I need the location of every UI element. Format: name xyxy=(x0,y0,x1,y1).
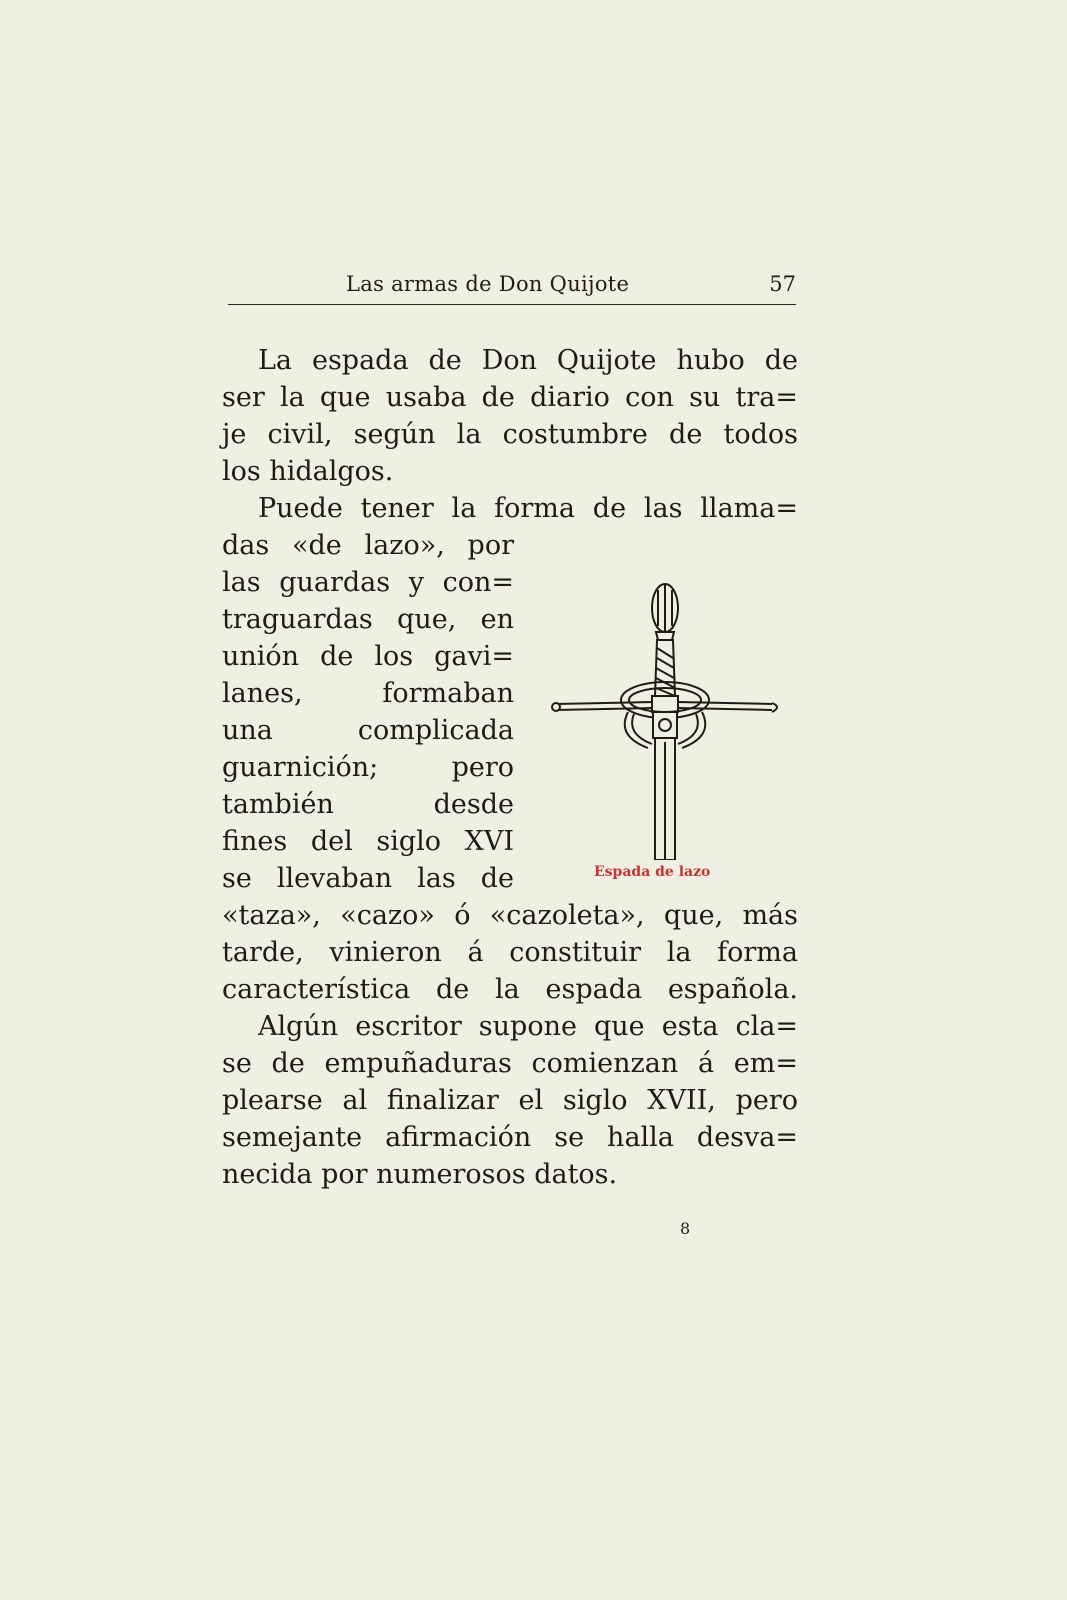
text-line: se de empuñaduras comienzan á em= xyxy=(222,1048,798,1079)
text-line: je civil, según la costumbre de todos xyxy=(222,419,798,450)
text-line: fines del siglo XVI xyxy=(222,826,514,857)
text-line: lanes, formaban xyxy=(222,678,514,709)
text-line: ser la que usaba de diario con su tra= xyxy=(222,382,798,413)
text-line: Algún escritor supone que esta cla= xyxy=(258,1011,798,1042)
text-line: necida por numerosos datos. xyxy=(222,1159,618,1190)
text-line: «taza», «cazo» ó «cazoleta», que, más xyxy=(222,900,798,931)
page-number: 57 xyxy=(769,272,796,296)
text-line: Puede tener la forma de las llama= xyxy=(258,493,798,524)
text-line: semejante afirmación se halla desva= xyxy=(222,1122,798,1153)
text-line: La espada de Don Quijote hubo de xyxy=(258,345,798,376)
text-line: plearse al finalizar el siglo XVII, pero xyxy=(222,1085,798,1116)
text-line: una complicada xyxy=(222,715,514,746)
text-line: característica de la espada española. xyxy=(222,974,798,1005)
text-line: se llevaban las de xyxy=(222,863,514,894)
running-title: Las armas de Don Quijote xyxy=(346,272,630,296)
text-line: los hidalgos. xyxy=(222,456,394,487)
text-line: unión de los gavi= xyxy=(222,641,514,672)
sword-illustration xyxy=(548,572,788,860)
text-line: traguardas que, en xyxy=(222,604,514,635)
figure-caption: Espada de lazo xyxy=(594,864,711,880)
text-line: das «de lazo», por xyxy=(222,530,514,561)
text-line: también desde xyxy=(222,789,514,820)
running-header xyxy=(228,268,796,305)
signature-mark: 8 xyxy=(680,1219,691,1238)
text-line: tarde, vinieron á constituir la forma xyxy=(222,937,798,968)
text-line: las guardas y con= xyxy=(222,567,514,598)
text-line: guarnición; pero xyxy=(222,752,514,783)
